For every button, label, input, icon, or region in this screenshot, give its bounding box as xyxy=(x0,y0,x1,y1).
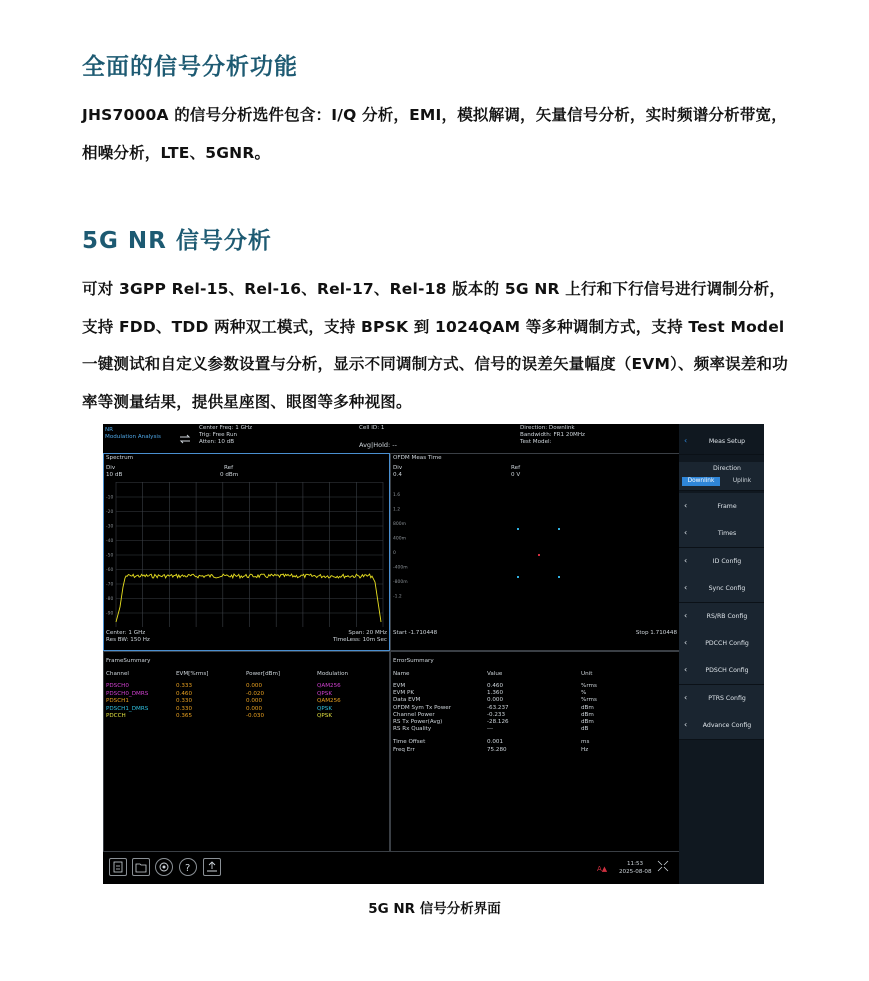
alarm-indicator[interactable]: A▲ xyxy=(597,865,608,873)
downlink-toggle[interactable]: Downlink xyxy=(682,477,720,486)
constellation-point xyxy=(558,528,560,530)
constellation-ytick: -800m xyxy=(393,580,408,585)
spectrum-ytick: -50 xyxy=(106,553,114,559)
table-cell: dBm xyxy=(581,704,594,711)
section-title-features: 全面的信号分析功能 xyxy=(82,54,298,80)
side-menu-item-label: PDSCH Config xyxy=(705,667,749,675)
table-cell: 0.333 xyxy=(176,683,193,689)
table-cell: -28.126 xyxy=(487,719,509,725)
spectrum-res-bw: Res BW: 150 Hz xyxy=(106,637,150,643)
constellation-ref-label: Ref xyxy=(511,465,521,471)
table-cell: QAM256 xyxy=(317,683,341,689)
side-menu-item[interactable] xyxy=(679,712,764,740)
table-cell: 0.000 xyxy=(246,683,263,689)
table-cell: PDSCH1_DMRS xyxy=(106,705,149,712)
table-cell: Time Offset xyxy=(393,739,426,746)
side-menu-item-label: PTRS Config xyxy=(708,694,746,702)
side-menu-item[interactable] xyxy=(679,575,764,603)
frame-summary-title: FrameSummary xyxy=(106,658,151,664)
analyzer-screenshot xyxy=(103,424,764,884)
chevron-left-icon: ‹ xyxy=(684,665,688,675)
side-menu-item-label: PDCCH Config xyxy=(705,640,749,647)
constellation-ytick: 400m xyxy=(393,536,406,542)
spectrum-span: Span: 20 MHz xyxy=(348,630,387,636)
table-cell: dBm xyxy=(581,719,594,725)
spectrum-div-value: 10 dB xyxy=(106,472,123,478)
folder-icon[interactable] xyxy=(132,858,150,876)
bandwidth-status: Bandwidth: FR1 20MHz xyxy=(520,432,585,438)
table-cell: 75.280 xyxy=(487,746,507,753)
chevron-left-icon: ‹ xyxy=(684,583,688,593)
constellation-title: OFDM Meas Time xyxy=(393,455,442,461)
direction-status: Direction: Downlink xyxy=(520,425,575,431)
table-cell: 0.000 xyxy=(246,705,263,712)
table-cell: RS Rx Quality xyxy=(393,726,432,733)
save-icon[interactable] xyxy=(109,858,127,876)
error-summary-title: ErrorSummary xyxy=(393,658,434,664)
swap-icon[interactable] xyxy=(179,429,191,439)
constellation-origin-point xyxy=(538,554,540,556)
side-menu-item-label: Frame xyxy=(717,503,737,510)
spectrum-plot[interactable] xyxy=(104,482,389,627)
spectrum-ytick: -40 xyxy=(106,539,114,544)
constellation-ref-value: 0 V xyxy=(511,472,521,478)
direction-group: Direction Downlink Uplink xyxy=(679,462,764,491)
constellation-plot[interactable] xyxy=(391,482,679,627)
constellation-stop: Stop 1.710448 xyxy=(635,630,677,636)
table-cell: QAM256 xyxy=(317,698,341,704)
gear-icon[interactable] xyxy=(155,858,173,876)
side-menu-item[interactable] xyxy=(679,548,764,576)
spectrum-ref-label: Ref xyxy=(224,465,234,471)
table-cell: --- xyxy=(487,726,494,733)
chevron-left-icon: ‹ xyxy=(684,720,688,730)
export-icon[interactable] xyxy=(203,858,221,876)
constellation-start: Start -1.710448 xyxy=(393,630,438,636)
constellation-point xyxy=(558,576,560,578)
frame-header-modulation: Modulation xyxy=(317,671,349,677)
spectrum-panel[interactable] xyxy=(103,453,390,651)
table-cell: 0.001 xyxy=(487,739,504,746)
constellation-ytick: 1.2 xyxy=(393,507,401,513)
fullscreen-icon[interactable] xyxy=(655,858,671,874)
constellation-ytick: 800m xyxy=(393,522,406,527)
side-menu-item-label: RS/RB Config xyxy=(706,612,748,620)
table-cell: QPSK xyxy=(317,713,332,719)
side-menu-item[interactable] xyxy=(679,657,764,685)
avg-hold-status: Avg|Hold: -- xyxy=(359,441,397,449)
error-header-value: Value xyxy=(487,671,503,677)
clock-date: 2025-08-08 xyxy=(619,869,652,875)
back-chevron-icon[interactable]: ‹ xyxy=(684,436,688,445)
help-icon[interactable] xyxy=(179,858,197,876)
side-menu-item[interactable] xyxy=(679,630,764,658)
constellation-point xyxy=(517,576,519,578)
constellation-ytick: 1.6 xyxy=(393,493,401,498)
table-cell: Freq Err xyxy=(393,746,415,753)
meas-setup-header[interactable]: ‹ Meas Setup xyxy=(679,428,764,455)
trig-status: Trig: Free Run xyxy=(199,432,238,438)
table-cell: dB xyxy=(581,726,589,733)
spectrum-ytick: -10 xyxy=(106,495,114,501)
side-menu-item-label: Times xyxy=(717,530,737,538)
chevron-left-icon: ‹ xyxy=(684,528,688,538)
features-paragraph: JHS7000A 的信号分析选件包含：I/Q 分析，EMI，模拟解调，矢量信号分析，实时频谱分析带宽，相噪分析，LTE、5GNR。 xyxy=(82,106,787,162)
table-cell: Hz xyxy=(581,746,589,753)
error-header-name: Name xyxy=(393,671,410,677)
side-menu-item[interactable] xyxy=(679,493,764,521)
chevron-left-icon: ‹ xyxy=(684,692,688,702)
table-cell: -0.020 xyxy=(246,690,265,697)
center-freq-status: Center Freq: 1 GHz xyxy=(199,425,253,431)
table-cell: PDSCH0_DMRS xyxy=(106,690,149,697)
spectrum-ytick: -60 xyxy=(106,568,114,573)
side-menu-item-label: ID Config xyxy=(712,557,742,565)
frame-summary-panel[interactable] xyxy=(103,651,390,853)
spectrum-ytick: -30 xyxy=(106,524,114,530)
5gnr-paragraph: 可对 3GPP Rel-15、Rel-16、Rel-17、Rel-18 版本的 5G NR 上行和下行信号进行调制分析，支持 FDD、TDD 两种双工模式，支持 BPSK 到 1024QAM 等多种调制方式，支持 Test Model 一键测试和自定义参数设置与分析，显示不同调制方式、信号的误差矢量幅度（EVM）、频率误差和功率等测量结果，提供星座图、眼图等多种视图。 xyxy=(82,280,788,411)
side-menu-item[interactable] xyxy=(679,603,764,631)
clock-time: 11:53 xyxy=(627,861,644,867)
table-cell: EVM PK xyxy=(393,690,415,697)
table-cell: 0.460 xyxy=(487,683,504,689)
table-cell: 0.460 xyxy=(176,690,193,697)
side-menu-item[interactable] xyxy=(679,685,764,713)
section-title-5gnr: 5G NR 信号分析 xyxy=(82,228,272,254)
side-menu-item-label: Sync Config xyxy=(708,585,746,593)
table-cell: 0.330 xyxy=(176,698,193,704)
chevron-left-icon: ‹ xyxy=(684,501,688,510)
constellation-div-label: Div xyxy=(393,465,403,471)
atten-status: Atten: 10 dB xyxy=(199,439,235,445)
mode-sublabel[interactable]: Modulation Analysis xyxy=(105,434,161,440)
chevron-left-icon: ‹ xyxy=(684,610,688,620)
test-model-status: Test Model: xyxy=(520,439,552,445)
table-cell: PDCCH xyxy=(106,713,126,719)
table-cell: dBm xyxy=(581,711,594,718)
spectrum-ytick: -80 xyxy=(106,597,114,602)
table-cell: 0.330 xyxy=(176,705,193,712)
table-cell: EVM xyxy=(393,683,406,689)
spectrum-ytick: -20 xyxy=(106,510,114,515)
table-cell: QPSK xyxy=(317,690,332,697)
constellation-ytick: -400m xyxy=(393,565,408,571)
table-cell: %rms xyxy=(581,683,597,689)
constellation-ytick: -1.2 xyxy=(393,594,402,600)
spectrum-ytick: -90 xyxy=(106,611,114,617)
table-cell: -0.030 xyxy=(246,713,265,719)
constellation-div-value: 0.4 xyxy=(393,472,402,478)
error-summary-panel[interactable] xyxy=(390,651,680,853)
uplink-toggle[interactable]: Uplink xyxy=(732,478,752,484)
table-cell: -0.233 xyxy=(487,711,506,718)
table-cell: PDSCH1 xyxy=(106,698,129,704)
table-cell: 0.000 xyxy=(246,698,263,704)
chevron-left-icon: ‹ xyxy=(684,638,688,647)
constellation-point xyxy=(517,528,519,530)
table-cell: OFDM Sym Tx Power xyxy=(393,704,452,711)
table-cell: -63.237 xyxy=(487,704,509,711)
spectrum-div-label: Div xyxy=(106,465,116,471)
side-menu-item[interactable] xyxy=(679,520,764,548)
table-cell: 0.365 xyxy=(176,713,193,719)
table-cell: 0.000 xyxy=(487,697,504,704)
constellation-ytick: 0 xyxy=(393,551,396,556)
table-cell: QPSK xyxy=(317,705,332,712)
table-cell: 1.360 xyxy=(487,690,504,697)
constellation-panel[interactable] xyxy=(390,453,680,651)
svg-text:?: ? xyxy=(185,863,191,874)
table-cell: %rms xyxy=(581,697,597,704)
spectrum-trace xyxy=(116,574,381,622)
chevron-left-icon: ‹ xyxy=(684,555,688,565)
spectrum-ytick: -70 xyxy=(106,582,114,588)
table-cell: % xyxy=(581,690,587,697)
frame-header-evm: EVM[%rms] xyxy=(176,671,209,677)
table-cell: Channel Power xyxy=(393,711,435,718)
spectrum-center: Center: 1 GHz xyxy=(106,630,146,636)
frame-header-channel: Channel xyxy=(106,671,129,677)
spectrum-ref-value: 0 dBm xyxy=(220,472,239,478)
spectrum-timeless: TimeLess: 10m Sec xyxy=(332,637,387,643)
side-menu-item-label: Advance Config xyxy=(702,722,752,730)
frame-header-power: Power[dBm] xyxy=(246,671,281,677)
mode-label[interactable]: NR xyxy=(105,427,114,433)
table-cell: ms xyxy=(581,739,590,746)
figure-caption: 5G NR 信号分析界面 xyxy=(368,901,501,917)
table-cell: Data EVM xyxy=(393,697,421,704)
error-header-unit: Unit xyxy=(581,671,593,677)
table-cell: PDSCH0 xyxy=(106,683,129,689)
cell-id-status: Cell ID: 1 xyxy=(359,425,385,431)
table-cell: RS Tx Power(Avg) xyxy=(393,719,443,725)
spectrum-title: Spectrum xyxy=(106,455,134,461)
